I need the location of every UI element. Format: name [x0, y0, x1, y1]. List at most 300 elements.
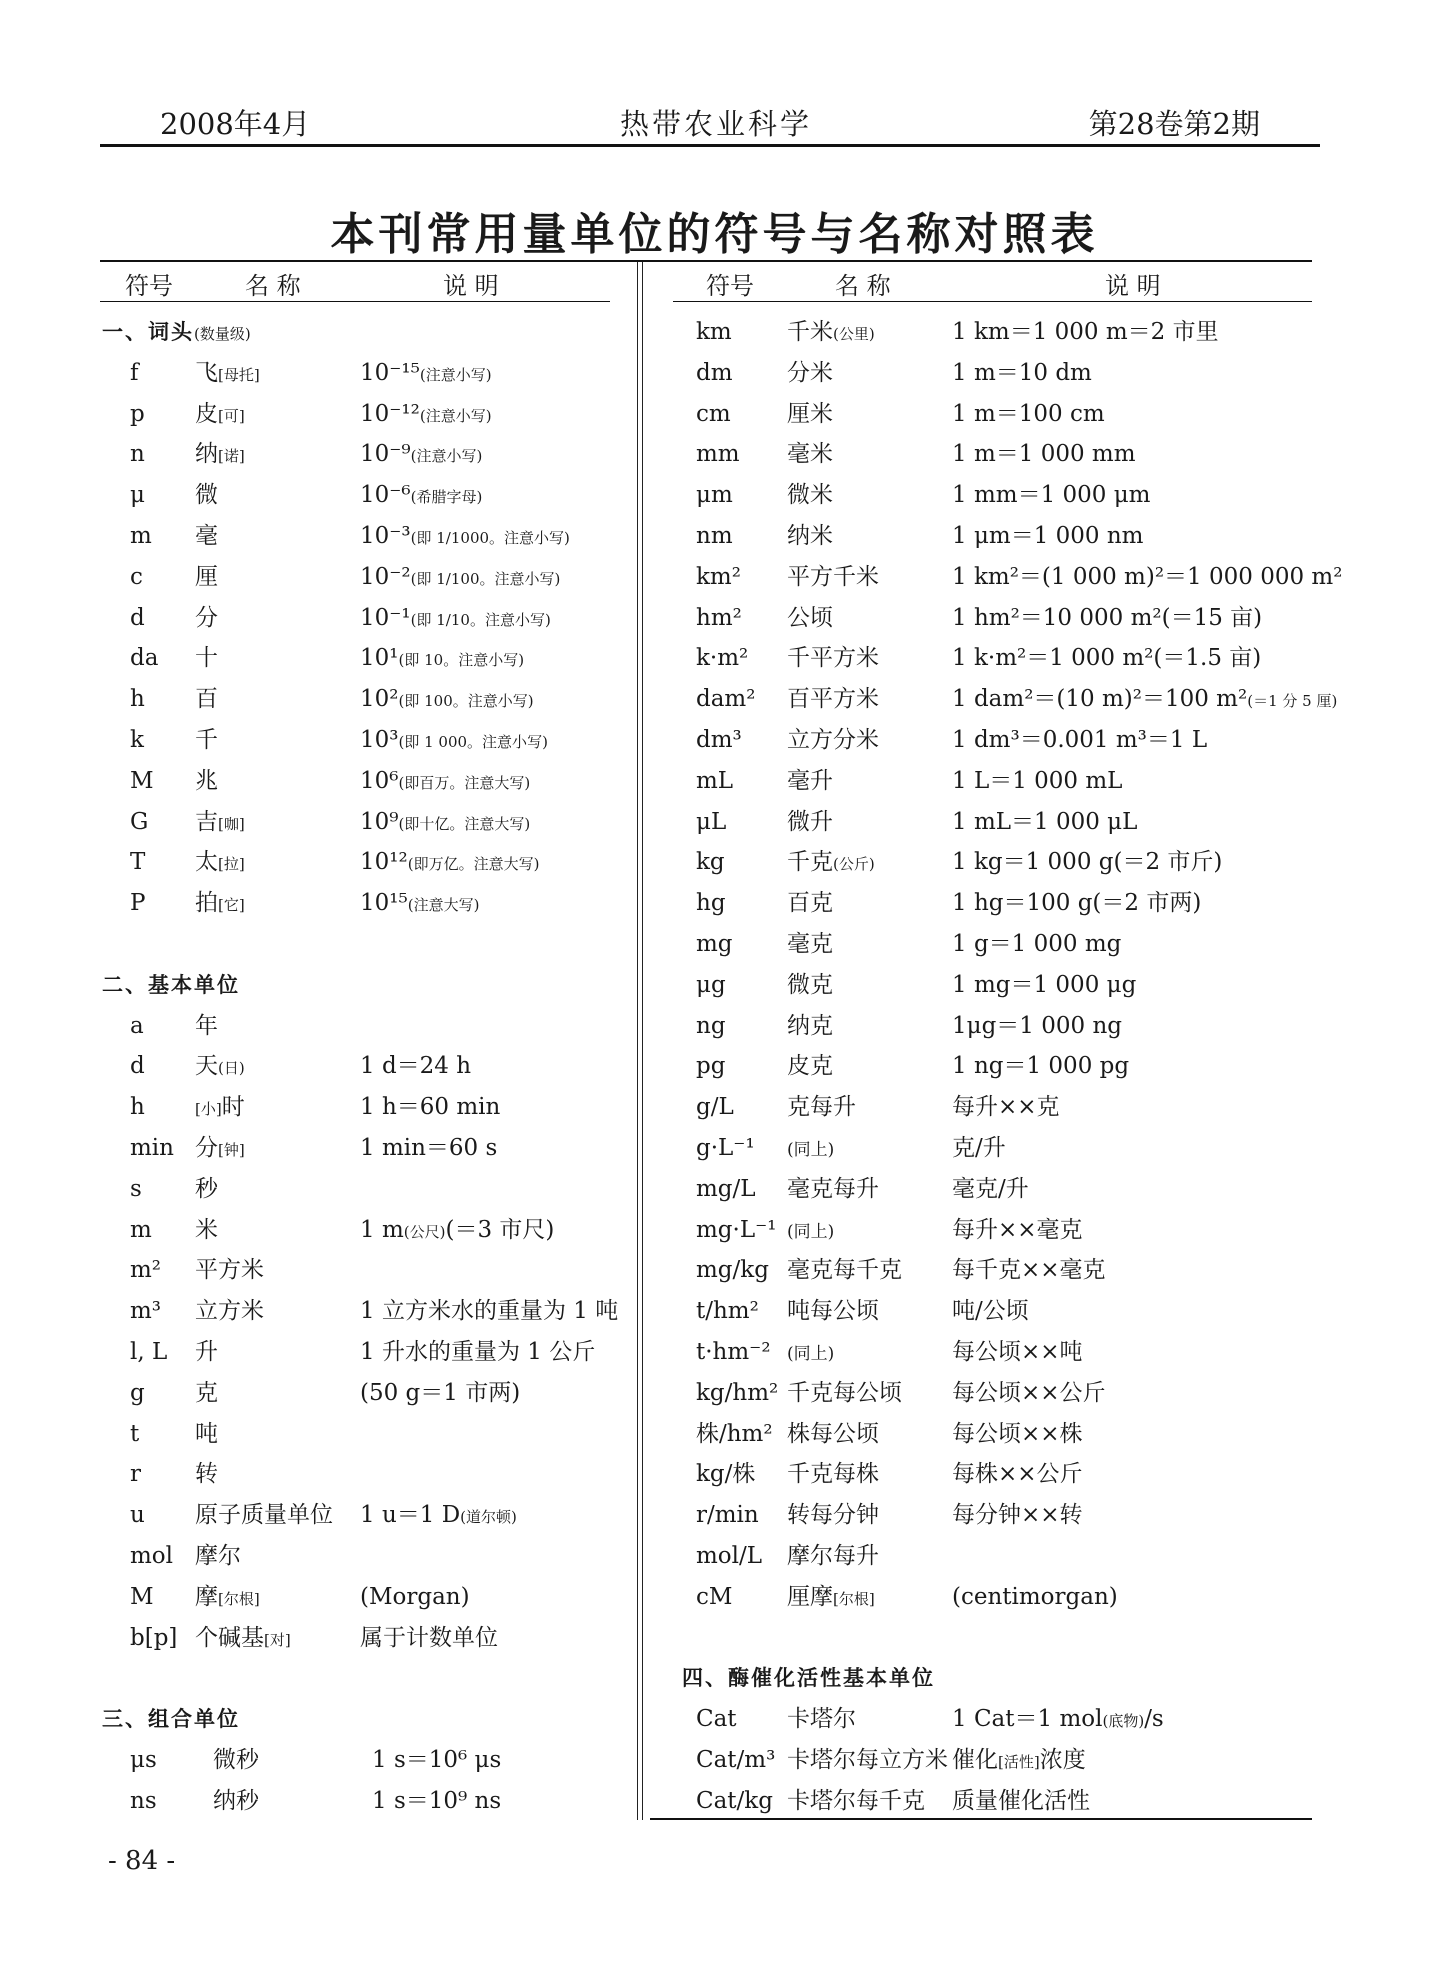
unit-description — [360, 761, 530, 804]
unit-description-text: 10¹ — [360, 645, 399, 672]
unit-description — [372, 1740, 501, 1781]
unit-description-text: 10⁻⁹ — [360, 441, 411, 468]
unit-name — [787, 1699, 856, 1740]
unit-description-tail: (＝3 市尺) — [445, 1216, 555, 1243]
unit-description-note: (注意小写) — [419, 365, 492, 384]
unit-symbol: μs — [130, 1746, 157, 1773]
unit-description — [360, 1332, 595, 1373]
unit-name-text: 摩尔每升 — [787, 1542, 879, 1569]
unit-name-text: 升 — [195, 1338, 218, 1365]
unit-description-text: 每升××克 — [952, 1094, 1060, 1121]
unit-symbol: Cat — [696, 1706, 737, 1733]
unit-symbol: Cat/m³ — [696, 1746, 776, 1773]
left-unit-column — [100, 312, 620, 1821]
unit-description-note: (即 1/100。注意小写) — [410, 569, 561, 588]
unit-name-text: 微 — [195, 482, 218, 509]
unit-name-text: 立方分米 — [787, 726, 879, 753]
unit-name-text: 微秒 — [213, 1746, 259, 1773]
unit-row — [680, 1373, 1312, 1414]
unit-description — [360, 1291, 618, 1332]
unit-symbol: km — [696, 319, 732, 345]
unit-symbol: h — [130, 686, 145, 713]
unit-row — [100, 394, 620, 435]
unit-row — [680, 1454, 1312, 1495]
unit-row — [680, 1332, 1312, 1373]
unit-name-text: 个碱基 — [195, 1624, 264, 1651]
unit-symbol: M — [130, 1583, 154, 1610]
unit-symbol: dam² — [696, 686, 756, 713]
unit-row — [680, 1006, 1312, 1047]
unit-row — [680, 1781, 1312, 1822]
unit-description — [952, 353, 1092, 394]
unit-row — [680, 1087, 1312, 1128]
unit-description-text: 1 d＝24 h — [360, 1053, 472, 1080]
unit-description-text: 10⁻¹⁵ — [360, 359, 420, 386]
unit-description-text: 1 km＝1 000 m＝2 市里 — [952, 319, 1219, 345]
unit-name-text: 毫克每千克 — [787, 1257, 902, 1284]
section-heading — [100, 965, 620, 1006]
unit-name — [195, 1454, 218, 1495]
unit-name — [195, 802, 245, 845]
unit-row — [100, 1169, 620, 1210]
unit-description — [360, 883, 479, 926]
unit-description-note: (即 1 000。注意小写) — [398, 732, 548, 751]
unit-description-text: 每公顷××吨 — [952, 1338, 1083, 1365]
unit-name — [787, 312, 875, 355]
unit-name-text: 兆 — [195, 767, 218, 794]
unit-description — [360, 353, 492, 396]
unit-row — [100, 1373, 620, 1414]
unit-description-text: 1 kg＝1 000 g(＝2 市斤) — [952, 849, 1223, 876]
unit-description-text: 1 dam²＝(10 m)²＝100 m² — [952, 686, 1248, 713]
unit-name — [787, 516, 833, 557]
unit-name — [787, 883, 833, 924]
unit-name-text: 转每分钟 — [787, 1502, 879, 1529]
unit-name-note: [咖] — [218, 814, 245, 833]
section-heading — [680, 1658, 1312, 1699]
unit-name — [787, 1210, 834, 1253]
unit-name — [787, 761, 833, 802]
unit-name-text: 厘米 — [787, 400, 833, 427]
unit-description — [952, 1781, 1090, 1822]
unit-description-text: 10³ — [360, 726, 399, 753]
unit-symbol: a — [130, 1012, 144, 1039]
unit-name-text: 千克 — [787, 849, 833, 876]
unit-row — [680, 1414, 1312, 1455]
unit-name — [787, 1454, 879, 1495]
unit-name — [195, 1210, 218, 1251]
unit-name — [787, 965, 833, 1006]
unit-symbol: mol/L — [696, 1542, 763, 1569]
unit-name — [787, 1128, 834, 1171]
unit-name — [787, 1577, 875, 1620]
unit-row — [100, 598, 620, 639]
unit-description-text: 每株××公斤 — [952, 1461, 1083, 1488]
unit-name-note: (公里) — [833, 325, 875, 343]
unit-row — [680, 638, 1312, 679]
unit-name — [195, 1006, 218, 1047]
unit-name — [195, 1087, 245, 1130]
unit-name-text: 年 — [195, 1012, 218, 1039]
unit-symbol: μL — [696, 808, 727, 835]
unit-symbol: b[p] — [130, 1624, 178, 1651]
unit-name-text: 微升 — [787, 808, 833, 835]
unit-row — [680, 557, 1343, 598]
unit-description — [952, 638, 1261, 679]
unit-row — [100, 1332, 620, 1373]
unit-symbol: r/min — [696, 1502, 759, 1529]
unit-description-text: 属于计数单位 — [360, 1624, 498, 1651]
unit-name — [195, 1046, 245, 1089]
unit-description — [360, 516, 570, 559]
unit-description — [360, 720, 548, 763]
unit-name — [213, 1740, 259, 1781]
unit-description — [952, 1414, 1083, 1455]
right-header-desc: 说 明 — [1105, 272, 1161, 300]
unit-row — [100, 557, 620, 598]
section-title — [102, 312, 251, 355]
unit-row — [100, 1250, 620, 1291]
unit-row — [680, 1169, 1312, 1210]
unit-description — [952, 924, 1121, 965]
unit-name-text: 纳米 — [787, 522, 833, 549]
unit-description-text: 1 s＝10⁶ μs — [372, 1746, 502, 1773]
unit-symbol: hm² — [696, 604, 742, 631]
unit-description-note: (即十亿。注意大写) — [398, 814, 531, 833]
unit-name — [787, 598, 833, 639]
unit-symbol: t/hm² — [696, 1298, 759, 1325]
unit-name-text: (同上) — [787, 1139, 835, 1160]
unit-name — [787, 1006, 833, 1047]
unit-name-text: 立方米 — [195, 1298, 264, 1325]
unit-row — [100, 638, 620, 679]
unit-row — [680, 1210, 1312, 1251]
unit-row — [100, 720, 620, 761]
unit-name — [787, 924, 833, 965]
unit-name — [787, 720, 879, 761]
unit-symbol: g·L⁻¹ — [696, 1134, 755, 1161]
unit-name-text: 毫 — [195, 522, 218, 549]
unit-row — [100, 1618, 620, 1659]
unit-symbol: μm — [696, 482, 733, 509]
unit-description — [952, 720, 1207, 761]
unit-description — [952, 1250, 1106, 1291]
unit-name — [787, 802, 833, 843]
column-divider — [637, 262, 643, 1820]
unit-symbol: l, L — [130, 1338, 168, 1365]
unit-description — [952, 475, 1150, 516]
unit-row — [680, 1536, 1312, 1577]
unit-name-text: 平方米 — [195, 1257, 264, 1284]
unit-name — [195, 434, 245, 477]
unit-name-text: 纳秒 — [213, 1787, 259, 1814]
unit-name-text: 千平方米 — [787, 645, 879, 672]
unit-symbol: ns — [130, 1787, 157, 1814]
unit-symbol: mL — [696, 767, 734, 794]
unit-name — [787, 475, 833, 516]
unit-name — [787, 1373, 902, 1414]
unit-symbol: min — [130, 1134, 174, 1161]
unit-name — [787, 842, 875, 885]
unit-name — [787, 638, 879, 679]
unit-row — [100, 802, 620, 843]
table-top-rule — [100, 260, 1312, 262]
unit-description-text: 催化 — [952, 1746, 998, 1773]
unit-row — [100, 353, 620, 394]
unit-row — [680, 1577, 1312, 1618]
unit-name — [195, 598, 218, 639]
unit-description-note: (即百万。注意大写) — [398, 773, 531, 792]
unit-description-text: 毫克/升 — [952, 1175, 1029, 1202]
unit-symbol: kg — [696, 849, 725, 876]
section-title — [682, 1658, 935, 1699]
unit-description-text: 1 dm³＝0.001 m³＝1 L — [952, 726, 1208, 753]
unit-symbol: t·hm⁻² — [696, 1338, 771, 1365]
unit-description-note: (底物) — [1102, 1712, 1145, 1731]
section-title-text: 四、酶催化活性基本单位 — [682, 1665, 935, 1691]
unit-row — [680, 1128, 1312, 1169]
unit-description-text: 每升××毫克 — [952, 1216, 1083, 1243]
unit-row — [100, 883, 620, 924]
unit-description — [952, 1046, 1129, 1087]
unit-name — [787, 353, 833, 394]
unit-name-text: 摩 — [195, 1583, 218, 1610]
unit-description — [952, 1210, 1083, 1251]
unit-symbol: mol — [130, 1542, 174, 1569]
unit-description-text: 1 hg＝100 g(＝2 市两) — [952, 890, 1202, 917]
unit-description — [952, 557, 1342, 598]
volume-issue: 第28卷第2期 — [1088, 107, 1260, 141]
unit-symbol: mg/kg — [696, 1257, 769, 1284]
unit-name — [195, 1332, 218, 1373]
unit-symbol: da — [130, 645, 159, 672]
unit-name-text: 百 — [195, 686, 218, 713]
unit-name-text: 百平方米 — [787, 686, 879, 713]
unit-name-text: 纳 — [195, 441, 218, 468]
unit-description — [360, 1373, 520, 1414]
left-header-desc: 说 明 — [443, 272, 499, 300]
unit-description-note: (即 100。注意小写) — [398, 692, 534, 711]
unit-name — [213, 1781, 259, 1822]
unit-description — [952, 1087, 1060, 1128]
unit-symbol: k — [130, 726, 144, 753]
unit-row — [680, 1740, 1312, 1781]
unit-name-text: 秒 — [195, 1175, 218, 1202]
unit-row — [100, 1210, 620, 1251]
unit-symbol: r — [130, 1461, 141, 1488]
section-title — [102, 965, 240, 1006]
left-header-symbol: 符号 — [125, 272, 173, 300]
unit-row — [100, 1291, 620, 1332]
unit-name-text: 毫升 — [787, 767, 833, 794]
unit-name-text: 厘 — [195, 563, 218, 590]
unit-symbol: h — [130, 1094, 145, 1121]
unit-description-text: 1 min＝60 s — [360, 1134, 498, 1161]
unit-symbol: d — [130, 604, 145, 631]
unit-description-note: (公尺) — [403, 1222, 446, 1241]
left-header-rule — [100, 301, 610, 302]
unit-symbol: t — [130, 1420, 140, 1447]
unit-name — [787, 1332, 834, 1375]
unit-symbol: μg — [696, 971, 726, 998]
unit-description — [952, 965, 1136, 1006]
unit-name — [787, 1414, 879, 1455]
unit-name — [195, 1577, 260, 1620]
unit-description — [360, 598, 551, 641]
unit-name — [195, 1291, 264, 1332]
unit-description-text: (centimorgan) — [952, 1583, 1118, 1610]
unit-description — [952, 883, 1201, 924]
unit-name-text: 微米 — [787, 482, 833, 509]
unit-name-text: 时 — [221, 1094, 245, 1121]
right-header-rule — [673, 301, 1312, 302]
unit-symbol: μ — [130, 482, 145, 509]
unit-description-text: 10⁻¹ — [360, 604, 411, 631]
unit-name-text: 皮克 — [787, 1053, 833, 1080]
unit-name — [787, 1536, 879, 1577]
unit-name-text: 太 — [195, 849, 218, 876]
unit-description-text: 1 k·m²＝1 000 m²(＝1.5 亩) — [952, 645, 1262, 672]
unit-description — [952, 1128, 1006, 1169]
unit-description — [952, 842, 1222, 883]
unit-name-text: 天 — [195, 1053, 218, 1080]
unit-description — [952, 1373, 1106, 1414]
unit-description-text: 1 km²＝(1 000 m)²＝1 000 000 m² — [952, 563, 1343, 590]
unit-row — [100, 1495, 620, 1536]
unit-description — [360, 1128, 497, 1169]
unit-row — [100, 434, 620, 475]
unit-name — [195, 1128, 245, 1171]
unit-symbol: g — [130, 1379, 145, 1406]
unit-symbol: m² — [130, 1257, 162, 1284]
unit-row — [100, 1536, 620, 1577]
issue-date: 2008年4月 — [160, 107, 311, 141]
unit-description — [360, 1495, 517, 1538]
unit-description — [360, 434, 482, 477]
right-header-name: 名 称 — [835, 272, 891, 300]
unit-name-note: [对] — [264, 1630, 291, 1649]
unit-name-note: [母托] — [218, 365, 260, 384]
unit-name — [195, 1618, 291, 1661]
unit-description — [372, 1781, 501, 1822]
unit-description — [952, 1699, 1164, 1742]
unit-name-text: 百克 — [787, 890, 833, 917]
unit-name — [787, 1740, 948, 1781]
unit-description — [952, 312, 1219, 353]
unit-description-text: 1μg＝1 000 ng — [952, 1012, 1122, 1039]
unit-description-text: (Morgan) — [360, 1583, 470, 1610]
unit-name-text: 转 — [195, 1461, 218, 1488]
unit-name-note: (日) — [218, 1059, 245, 1078]
unit-symbol: ng — [696, 1012, 726, 1039]
unit-description-text: 10⁹ — [360, 808, 399, 835]
unit-description-note: (即 1/1000。注意小写) — [410, 528, 570, 547]
unit-row — [680, 394, 1312, 435]
unit-name — [195, 516, 218, 557]
unit-description — [360, 557, 560, 600]
unit-description — [952, 1006, 1122, 1047]
unit-description-text: 每公顷××株 — [952, 1420, 1083, 1447]
unit-description-text: 1 m＝100 cm — [952, 400, 1105, 427]
unit-description-text: 1 h＝60 min — [360, 1094, 501, 1121]
unit-description-text: 每分钟××转 — [952, 1502, 1083, 1529]
unit-description-text: 1 μm＝1 000 nm — [952, 522, 1144, 549]
unit-description-text: 1 u＝1 D — [360, 1502, 461, 1529]
unit-name-text: (同上) — [787, 1343, 835, 1364]
unit-description-text: 10⁻³ — [360, 522, 411, 549]
unit-row — [100, 1781, 620, 1822]
unit-description — [360, 1210, 554, 1253]
unit-name-text: 毫克 — [787, 930, 833, 957]
unit-name-note: [尔根] — [833, 1589, 875, 1608]
unit-row — [100, 1128, 620, 1169]
unit-description — [952, 1740, 1086, 1783]
unit-name-text: 分 — [195, 1134, 218, 1161]
unit-symbol: P — [130, 890, 146, 917]
unit-symbol: mg/L — [696, 1175, 756, 1202]
unit-name — [195, 842, 245, 885]
unit-description-text: 1 ng＝1 000 pg — [952, 1053, 1130, 1080]
unit-row — [680, 1699, 1312, 1740]
unit-symbol: p — [130, 400, 145, 427]
unit-name-text: 吨 — [195, 1420, 218, 1447]
unit-description — [952, 1332, 1083, 1373]
unit-name — [787, 679, 879, 720]
unit-row — [680, 924, 1312, 965]
unit-description-note: (注意小写) — [410, 447, 483, 466]
section-note: (数量级) — [194, 325, 251, 343]
unit-row — [100, 679, 620, 720]
unit-name — [787, 1250, 902, 1291]
unit-name-note: (公斤) — [833, 855, 875, 874]
unit-description-note: (＝1 分 5 厘) — [1247, 692, 1338, 711]
unit-description-note: (希腊字母) — [410, 488, 483, 507]
unit-description-text: 10¹² — [360, 849, 408, 876]
unit-description-text: 1 hm²＝10 000 m²(＝15 亩) — [952, 604, 1263, 631]
unit-description-text: 10⁶ — [360, 767, 399, 794]
unit-row — [100, 1087, 620, 1128]
unit-description-tail: 浓度 — [1039, 1746, 1086, 1773]
unit-description — [360, 802, 530, 845]
unit-description — [360, 842, 539, 885]
unit-row — [680, 353, 1312, 394]
unit-description — [952, 1577, 1118, 1618]
unit-row — [680, 720, 1312, 761]
unit-description — [952, 761, 1122, 802]
unit-name — [787, 434, 833, 475]
section-title-text: 二、基本单位 — [102, 971, 240, 997]
unit-name — [195, 883, 245, 926]
spacer-row — [680, 1618, 1312, 1659]
unit-symbol: m — [130, 522, 152, 549]
unit-row — [680, 883, 1312, 924]
unit-row — [680, 679, 1338, 720]
unit-description-text: 10¹⁵ — [360, 890, 408, 917]
unit-row — [680, 434, 1312, 475]
unit-name-text: 米 — [195, 1216, 218, 1243]
unit-row — [100, 1577, 620, 1618]
unit-row — [100, 1740, 620, 1781]
unit-name-text: 千克每公顷 — [787, 1379, 902, 1406]
unit-description-text: 质量催化活性 — [952, 1787, 1090, 1814]
unit-name-text: 吉 — [195, 808, 218, 835]
unit-symbol: M — [130, 767, 154, 794]
unit-row — [100, 475, 620, 516]
unit-name — [195, 1536, 241, 1577]
unit-symbol: dm³ — [696, 726, 742, 753]
unit-description-text: 1 m＝10 dm — [952, 359, 1092, 386]
unit-description-text: 吨/公顷 — [952, 1298, 1029, 1325]
